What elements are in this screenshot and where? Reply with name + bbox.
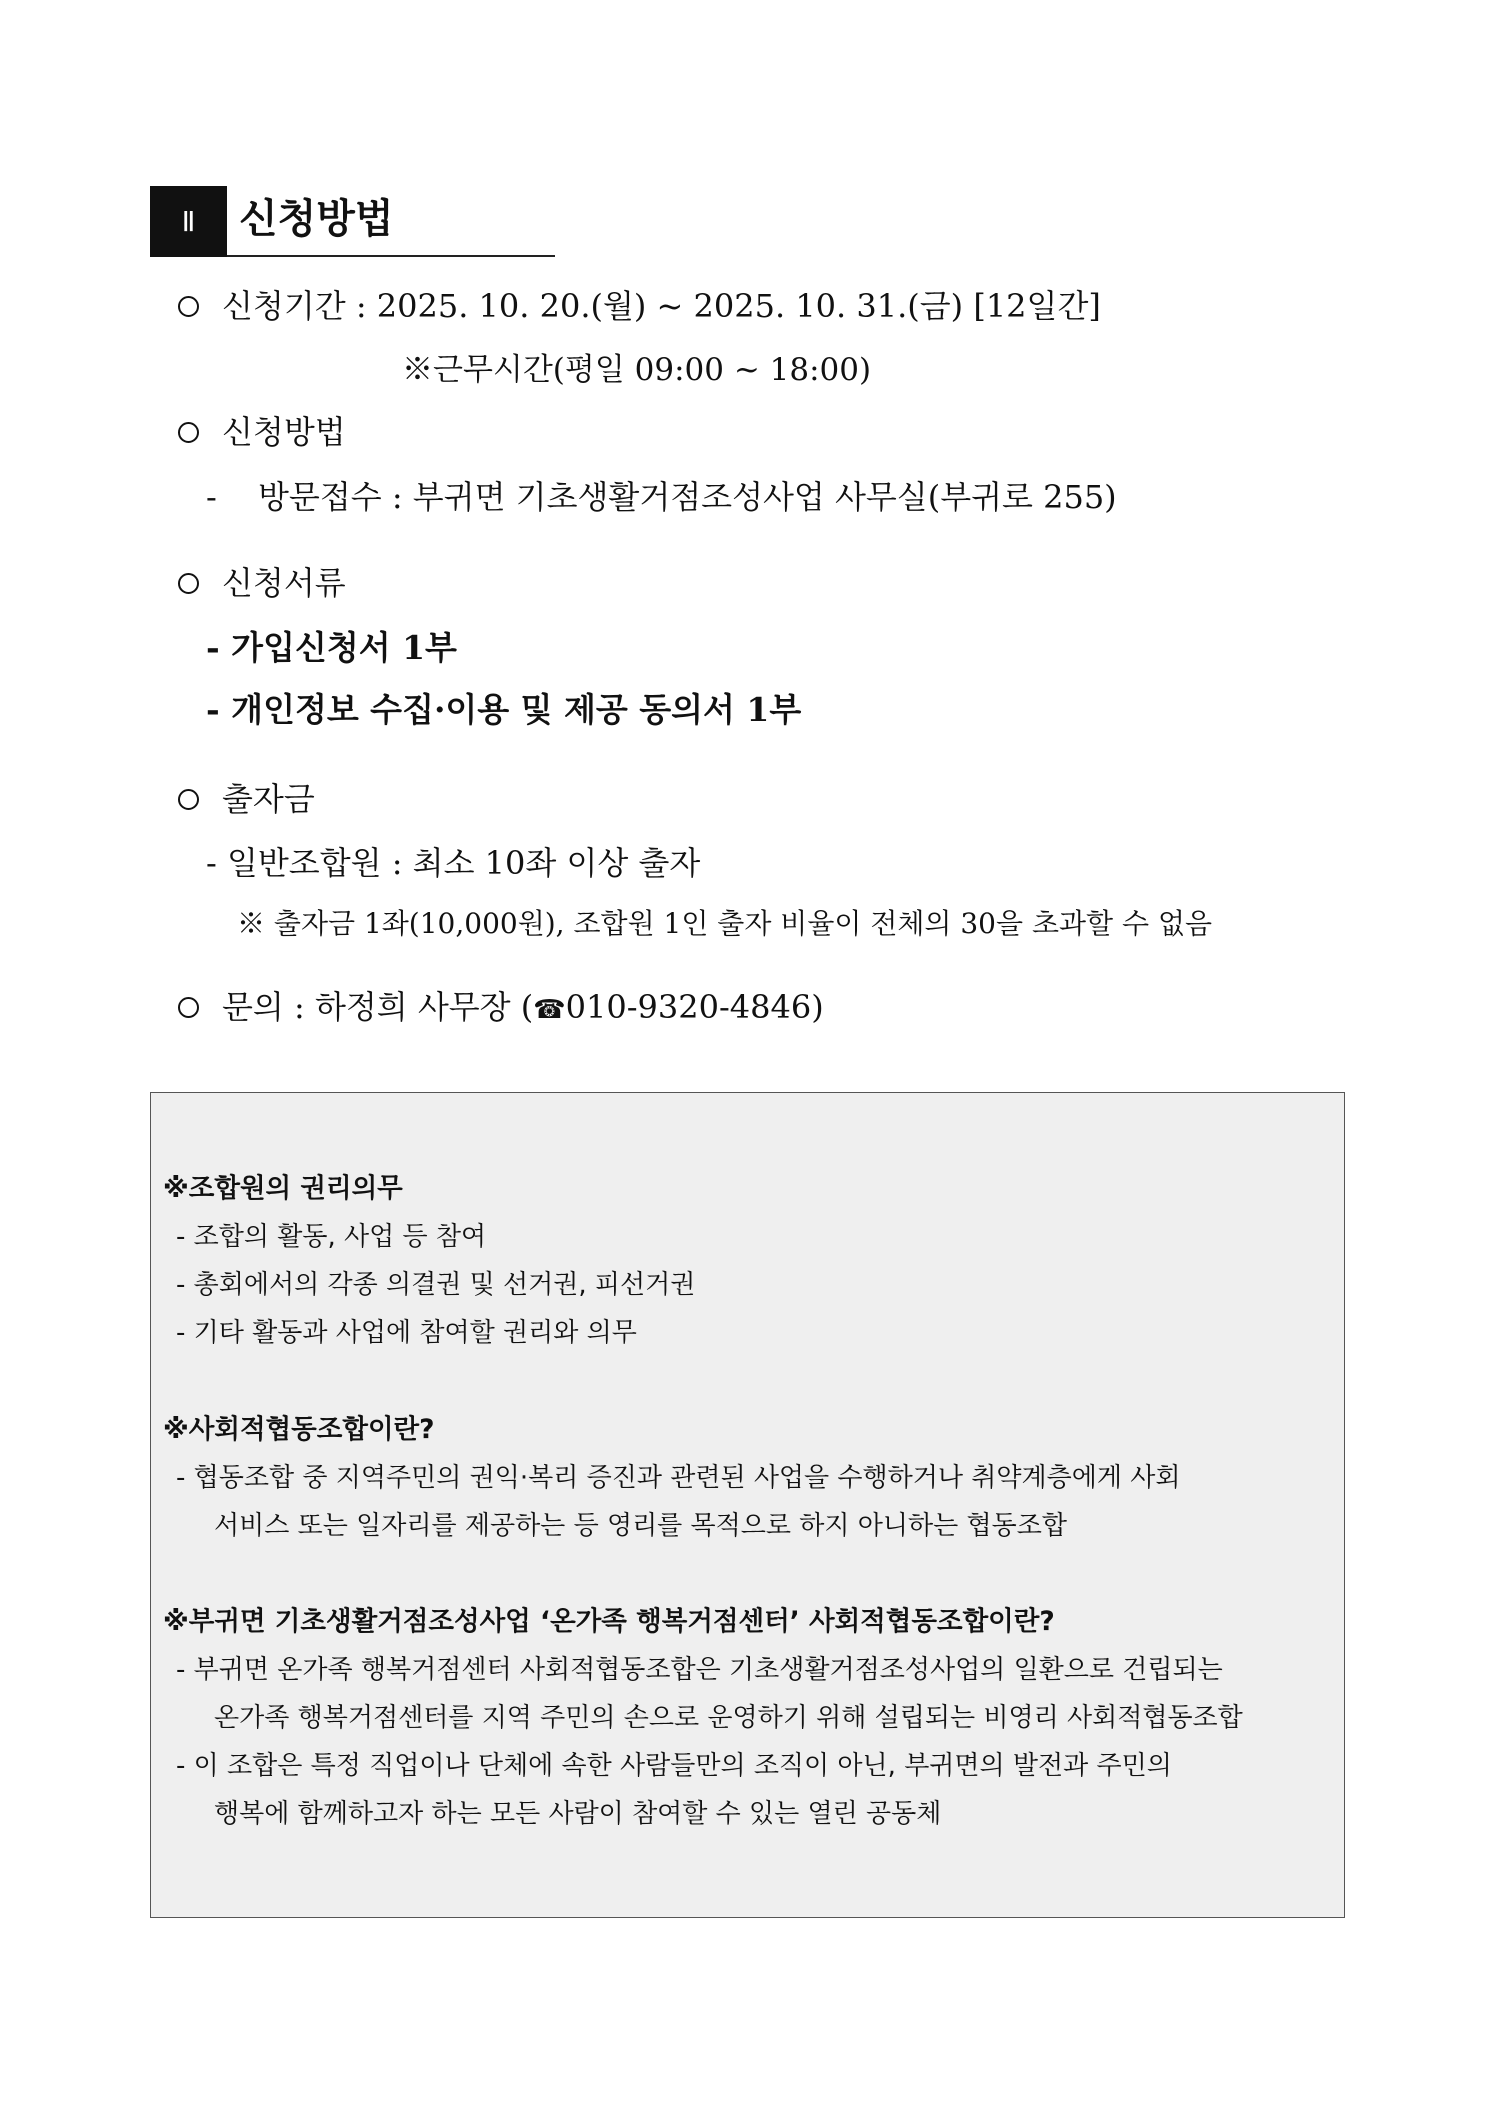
period-note: ※근무시간(평일 09:00 ~ 18:00) <box>402 352 872 388</box>
social-coop-heading: ※사회적협동조합이란? <box>163 1414 435 1445</box>
section-title: 신청방법 <box>239 196 394 242</box>
rights-item: - 조합의 활동, 사업 등 참여 <box>176 1222 487 1252</box>
investment-note: ※ 출자금 1좌(10,000원), 조합원 1인 출자 비율이 전체의 30을 초과할 수 없음 <box>237 907 1213 940</box>
method-label: 신청방법 <box>222 413 346 451</box>
bugwi-coop-heading: ※부귀면 기초생활거점조성사업 ‘온가족 행복거점센터’ 사회적협동조합이란? <box>163 1606 1055 1637</box>
bullet-circle-icon <box>178 789 199 810</box>
documents-item: - 개인정보 수집·이용 및 제공 동의서 1부 <box>206 690 802 729</box>
social-coop-line: - 협동조합 중 지역주민의 권익·복리 증진과 관련된 사업을 수행하거나 취약계층에게 사회 <box>176 1463 1181 1493</box>
bullet-circle-icon <box>178 573 199 594</box>
contact-label: 문의 : 하정희 사무장 ( <box>222 988 534 1026</box>
investment-item: - 일반조합원 : 최소 10좌 이상 출자 <box>206 844 701 882</box>
contact-line <box>222 987 824 1030</box>
documents-label: 신청서류 <box>222 564 346 602</box>
period-label: 신청기간 : 2025. 10. 20.(월) ~ 2025. 10. 31.(금) [12일간] <box>222 287 1101 325</box>
bugwi-coop-line: - 부귀면 온가족 행복거점센터 사회적협동조합은 기초생활거점조성사업의 일환으로 건립되는 <box>176 1655 1223 1685</box>
bugwi-coop-line: 온가족 행복거점센터를 지역 주민의 손으로 운영하기 위해 설립되는 비영리 사회적협동조합 <box>214 1703 1243 1733</box>
info-box <box>150 1092 1345 1918</box>
bullet-circle-icon <box>178 296 199 317</box>
bugwi-coop-line: - 이 조합은 특정 직업이나 단체에 속한 사람들만의 조직이 아닌, 부귀면의 발전과 주민의 <box>176 1751 1172 1781</box>
bullet-circle-icon <box>178 997 199 1018</box>
contact-phone: 010-9320-4846) <box>565 988 824 1026</box>
rights-item: - 기타 활동과 사업에 참여할 권리와 의무 <box>176 1318 637 1348</box>
rights-item: - 총회에서의 각종 의결권 및 선거권, 피선거권 <box>176 1270 696 1300</box>
documents-item: - 가입신청서 1부 <box>206 628 457 667</box>
section-underline <box>227 255 555 257</box>
section-number: Ⅱ <box>150 186 227 257</box>
social-coop-line: 서비스 또는 일자리를 제공하는 등 영리를 목적으로 하지 아니하는 협동조합 <box>214 1511 1067 1541</box>
method-detail: 방문접수 : 부귀면 기초생활거점조성사업 사무실(부귀로 255) <box>258 478 1117 516</box>
bullet-circle-icon <box>178 422 199 443</box>
phone-icon: ☎ <box>533 995 566 1025</box>
rights-heading: ※조합원의 권리의무 <box>163 1173 403 1204</box>
method-dash: - <box>206 478 217 516</box>
investment-label: 출자금 <box>222 780 315 818</box>
bugwi-coop-line: 행복에 함께하고자 하는 모든 사람이 참여할 수 있는 열린 공동체 <box>214 1799 942 1829</box>
